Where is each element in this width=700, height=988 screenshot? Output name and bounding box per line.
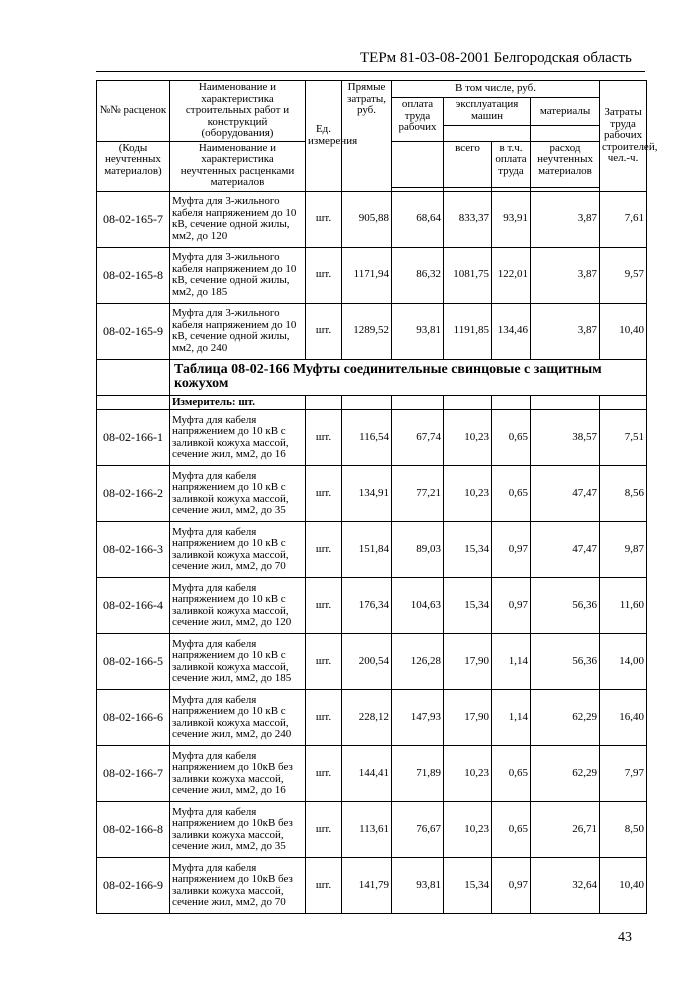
machine-labor-cost: 0,65 [492,746,531,802]
labor-cost: 126,28 [392,634,444,690]
direct-cost: 1171,94 [342,247,392,303]
work-name: Муфта для кабеля напряжением до 10кВ без заливки кожуха массой, сечение жил, мм2, до 35 [170,802,306,858]
work-name: Муфта для кабеля напряжением до 10 кВ с заливкой кожуха массой, сечение жил, мм2, до 185 [170,634,306,690]
col-mat-header: материалы [531,98,600,126]
labor-hours: 10,40 [600,303,647,359]
machine-cost: 10,23 [444,410,492,466]
col-name-sub-header: Наименование и характеристика неучтенных расценками материалов [170,141,306,191]
work-name: Муфта для кабеля напряжением до 10 кВ с заливкой кожуха массой, сечение жил, мм2, до 70 [170,522,306,578]
labor-cost: 71,89 [392,746,444,802]
table-row [97,247,647,303]
machine-labor-cost: 134,46 [492,303,531,359]
work-name: Муфта для кабеля напряжением до 10 кВ с заливкой кожуха массой, сечение жил, мм2, до 16 [170,410,306,466]
machine-cost: 10,23 [444,802,492,858]
machine-labor-cost: 0,97 [492,858,531,914]
table-row [97,191,647,247]
unit: шт. [306,802,342,858]
table-row [97,410,647,466]
unit: шт. [306,858,342,914]
rate-code: 08-02-165-7 [97,191,170,247]
measure-label: Измеритель: шт. [170,395,306,410]
direct-cost: 1289,52 [342,303,392,359]
labor-hours: 8,50 [600,802,647,858]
unit: шт. [306,191,342,247]
labor-hours: 16,40 [600,690,647,746]
rate-code: 08-02-166-6 [97,690,170,746]
direct-cost: 116,54 [342,410,392,466]
direct-cost: 200,54 [342,634,392,690]
table-row [97,746,647,802]
unit: шт. [306,522,342,578]
unit: шт. [306,746,342,802]
labor-cost: 104,63 [392,578,444,634]
labor-cost: 68,64 [392,191,444,247]
materials-cost: 32,64 [531,858,600,914]
machine-labor-cost: 0,97 [492,522,531,578]
unit: шт. [306,303,342,359]
direct-cost: 905,88 [342,191,392,247]
materials-cost: 26,71 [531,802,600,858]
unit: шт. [306,634,342,690]
materials-cost: 56,36 [531,634,600,690]
unit: шт. [306,247,342,303]
page-number: 43 [618,930,632,945]
labor-cost: 76,67 [392,802,444,858]
labor-hours: 11,60 [600,578,647,634]
document-header: ТЕРм 81-03-08-2001 Белгородская область [360,50,632,66]
unit: шт. [306,410,342,466]
machine-cost: 15,34 [444,578,492,634]
machine-labor-cost: 0,65 [492,802,531,858]
machine-labor-cost: 122,01 [492,247,531,303]
machine-labor-cost: 1,14 [492,690,531,746]
rates-table [96,80,658,914]
direct-cost: 144,41 [342,746,392,802]
col-incl-header: В том числе, руб. [392,81,600,98]
col-code-sub-header: (Коды неучтенных материалов) [97,141,170,191]
col-mach-header: эксплуатация машин [444,98,531,126]
table-row [97,466,647,522]
labor-cost: 77,21 [392,466,444,522]
table-row [97,802,647,858]
machine-cost: 15,34 [444,522,492,578]
labor-cost: 147,93 [392,690,444,746]
col-labor-header: оплата труда рабочих [392,98,444,142]
work-name: Муфта для кабеля напряжением до 10кВ без заливки кожуха массой, сечение жил, мм2, до 16 [170,746,306,802]
direct-cost: 113,61 [342,802,392,858]
machine-labor-cost: 93,91 [492,191,531,247]
rate-code: 08-02-166-1 [97,410,170,466]
table-row [97,690,647,746]
machine-labor-cost: 0,97 [492,578,531,634]
direct-cost: 228,12 [342,690,392,746]
col-name-header: Наименование и характеристика строительных работ и конструкций (оборудования) [170,81,306,142]
work-name: Муфта для кабеля напряжением до 10 кВ с заливкой кожуха массой, сечение жил, мм2, до 120 [170,578,306,634]
rate-code: 08-02-165-9 [97,303,170,359]
col-mach-labor-header: в т.ч. оплата труда [492,141,531,187]
machine-cost: 15,34 [444,858,492,914]
materials-cost: 56,36 [531,578,600,634]
work-name: Муфта для 3-жильного кабеля напряжением до 10 кВ, сечение одной жилы, мм2, до 185 [170,247,306,303]
labor-hours: 14,00 [600,634,647,690]
table-row [97,303,647,359]
col-code-header: №№ расценок [97,81,170,142]
materials-cost: 47,47 [531,522,600,578]
labor-cost: 89,03 [392,522,444,578]
labor-cost: 67,74 [392,410,444,466]
labor-cost: 86,32 [392,247,444,303]
machine-cost: 1191,85 [444,303,492,359]
col-direct-header: Прямые затраты, руб. [342,81,392,192]
rate-code: 08-02-166-4 [97,578,170,634]
materials-cost: 38,57 [531,410,600,466]
col-unit-header: Ед. измерения [306,81,342,192]
col-hours-header: Затраты труда рабочих строителей, чел.-ч. [600,81,647,192]
labor-hours: 8,56 [600,466,647,522]
col-mach-total-header: всего [444,141,492,187]
rate-code: 08-02-165-8 [97,247,170,303]
work-name: Муфта для кабеля напряжением до 10кВ без заливки кожуха массой, сечение жил, мм2, до 70 [170,858,306,914]
machine-labor-cost: 1,14 [492,634,531,690]
machine-cost: 833,37 [444,191,492,247]
machine-cost: 17,90 [444,634,492,690]
header-rule [96,71,645,72]
table-title: Таблица 08-02-166 Муфты соединительные свинцовые с защитным кожухом [170,359,647,395]
machine-cost: 10,23 [444,466,492,522]
materials-cost: 3,87 [531,303,600,359]
labor-hours: 10,40 [600,858,647,914]
materials-cost: 3,87 [531,191,600,247]
table-row [97,634,647,690]
direct-cost: 151,84 [342,522,392,578]
labor-cost: 93,81 [392,303,444,359]
labor-cost: 93,81 [392,858,444,914]
unit: шт. [306,690,342,746]
unit: шт. [306,578,342,634]
labor-hours: 7,51 [600,410,647,466]
machine-cost: 1081,75 [444,247,492,303]
labor-hours: 7,61 [600,191,647,247]
materials-cost: 47,47 [531,466,600,522]
machine-cost: 17,90 [444,690,492,746]
unit: шт. [306,466,342,522]
rate-code: 08-02-166-9 [97,858,170,914]
work-name: Муфта для кабеля напряжением до 10 кВ с заливкой кожуха массой, сечение жил, мм2, до 240 [170,690,306,746]
machine-labor-cost: 0,65 [492,466,531,522]
machine-cost: 10,23 [444,746,492,802]
materials-cost: 62,29 [531,746,600,802]
materials-cost: 3,87 [531,247,600,303]
direct-cost: 134,91 [342,466,392,522]
col-mat-unaccounted-header: расход неучтенных материалов [531,141,600,187]
rate-code: 08-02-166-8 [97,802,170,858]
work-name: Муфта для кабеля напряжением до 10 кВ с заливкой кожуха массой, сечение жил, мм2, до 35 [170,466,306,522]
rate-code: 08-02-166-3 [97,522,170,578]
direct-cost: 176,34 [342,578,392,634]
table-row [97,858,647,914]
labor-hours: 7,97 [600,746,647,802]
rate-code: 08-02-166-7 [97,746,170,802]
labor-hours: 9,57 [600,247,647,303]
machine-labor-cost: 0,65 [492,410,531,466]
table-row [97,522,647,578]
rate-code: 08-02-166-2 [97,466,170,522]
work-name: Муфта для 3-жильного кабеля напряжением до 10 кВ, сечение одной жилы, мм2, до 120 [170,191,306,247]
labor-hours: 9,87 [600,522,647,578]
table-row [97,578,647,634]
rate-code: 08-02-166-5 [97,634,170,690]
materials-cost: 62,29 [531,690,600,746]
work-name: Муфта для 3-жильного кабеля напряжением до 10 кВ, сечение одной жилы, мм2, до 240 [170,303,306,359]
direct-cost: 141,79 [342,858,392,914]
